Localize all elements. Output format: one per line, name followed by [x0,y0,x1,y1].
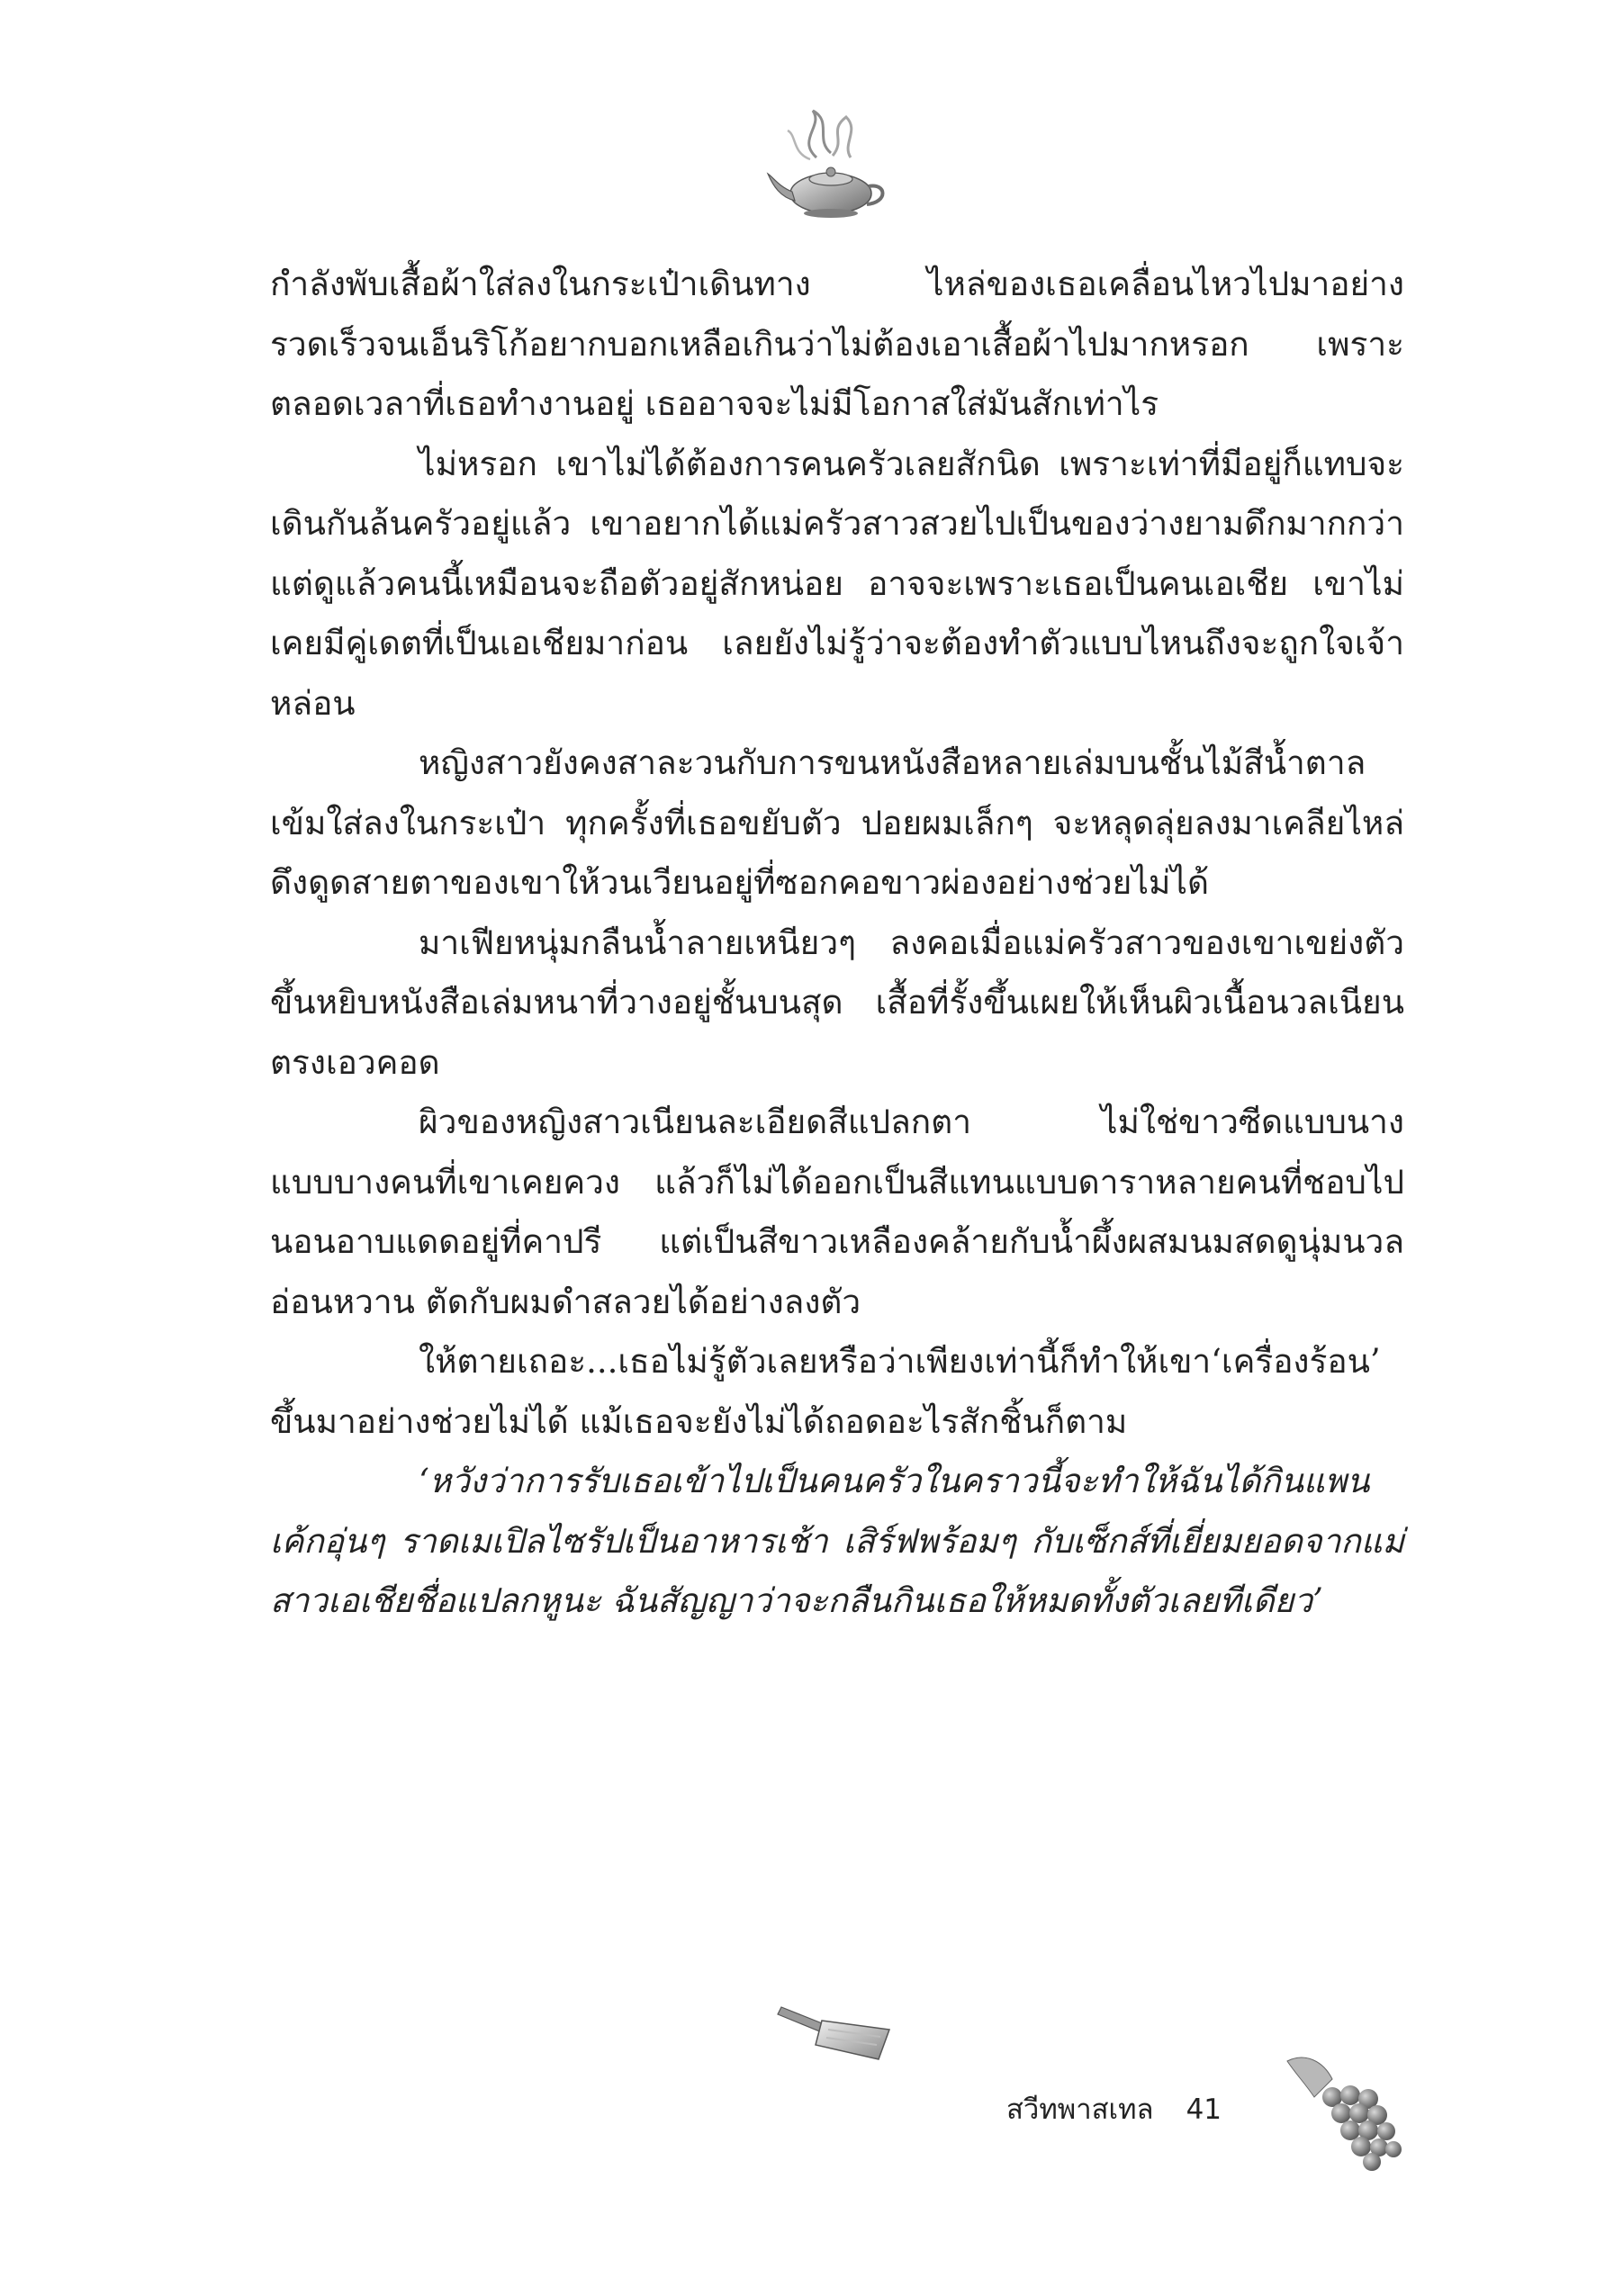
grapes-bunch-icon [1278,2043,1413,2178]
paragraph: ผิวของหญิงสาวเนียนละเอียดสีแปลกตา ไม่ใช่ขาวซีดแบบนางแบบบางคนที่เขาเคยควง แล้วก็ไม่ได้ออกเป็นสีแทนแบบดาราหลายคนที่ชอบไปนอนอาบแดดอยู่ที่คาปรี แต่เป็นสีขาวเหลืองคล้ายกับน้ำผึ้งผสมนมสดดูนุ่มนวลอ่อนหวาน ตัดกับผมดำสลวยได้อย่างลงตัว [270,1103,1404,1321]
italic-paragraph: ‘หวังว่าการรับเธอเข้าไปเป็นคนครัวในคราวนี้จะทำให้ฉันได้กินแพนเค้กอุ่นๆ ราดเมเปิลไซรัปเป็นอาหารเช้า เสิร์ฟพร้อมๆ กับเซ็กส์ที่เยี่ยมยอดจากแม่สาวเอเชียชื่อแปลกหูนะ ฉันสัญญาว่าจะกลืนกินเธอให้หมดทั้งตัวเลยทีเดียว’ [270,1462,1404,1620]
paragraph: ไม่หรอก เขาไม่ได้ต้องการคนครัวเลยสักนิด เพราะเท่าที่มีอยู่ก็แทบจะเดินกันล้นครัวอยู่แล้ว เขาอยากได้แม่ครัวสาวสวยไปเป็นของว่างยามดึกมากกว่า แต่ดูแล้วคนนี้เหมือนจะถือตัวอยู่สักหน่อย อาจจะเพราะเธอเป็นคนเอเชีย เขาไม่เคยมีคู่เดตที่เป็นเอเชียมาก่อน เลยยังไม่รู้ว่าจะต้องทำตัวแบบไหนถึงจะถูกใจเจ้าหล่อน [270,444,1404,723]
spatula-icon [772,1989,898,2066]
paragraph: ให้ตายเถอะ...เธอไม่รู้ตัวเลยหรือว่าเพียงเท่านี้ก็ทำให้เขา‘เครื่องร้อน’ ขึ้นมาอย่างช่วยไม่ได้ แม้เธอจะยังไม่ได้ถอดอะไรสักชิ้นก็ตาม [270,1342,1381,1441]
book-title: สวีทพาสเทล [1006,2093,1154,2126]
paragraph: หญิงสาวยังคงสาละวนกับการขนหนังสือหลายเล่มบนชั้นไม้สีน้ำตาลเข้มใส่ลงในกระเป๋า ทุกครั้งที่เธอขยับตัว ปอยผมเล็กๆ จะหลุดลุ่ยลงมาเคลียไหล่ ดึงดูดสายตาของเขาให้วนเวียนอยู่ที่ซอกคอขาวผ่องอย่างช่วยไม่ได้ [270,743,1404,902]
body-text [270,255,1404,1632]
teapot-icon [761,104,896,239]
page-number: 41 [1186,2093,1222,2126]
paragraph: มาเฟียหนุ่มกลืนน้ำลายเหนียวๆ ลงคอเมื่อแม่ครัวสาวของเขาเขย่งตัวขึ้นหยิบหนังสือเล่มหนาที่วางอยู่ชั้นบนสุด เสื้อที่รั้งขึ้นเผยให้เห็นผิวเนื้อนวลเนียนตรงเอวคอด [270,923,1404,1082]
paragraph: กำลังพับเสื้อผ้าใส่ลงในกระเป๋าเดินทาง ไหล่ของเธอเคลื่อนไหวไปมาอย่างรวดเร็วจนเอ็นริโก้อยากบอกเหลือเกินว่าไม่ต้องเอาเสื้อผ้าไปมากหรอก เพราะตลอดเวลาที่เธอทำงานอยู่ เธออาจจะไม่มีโอกาสใส่มันสักเท่าไร [270,265,1404,423]
page-footer [1006,2086,1222,2131]
